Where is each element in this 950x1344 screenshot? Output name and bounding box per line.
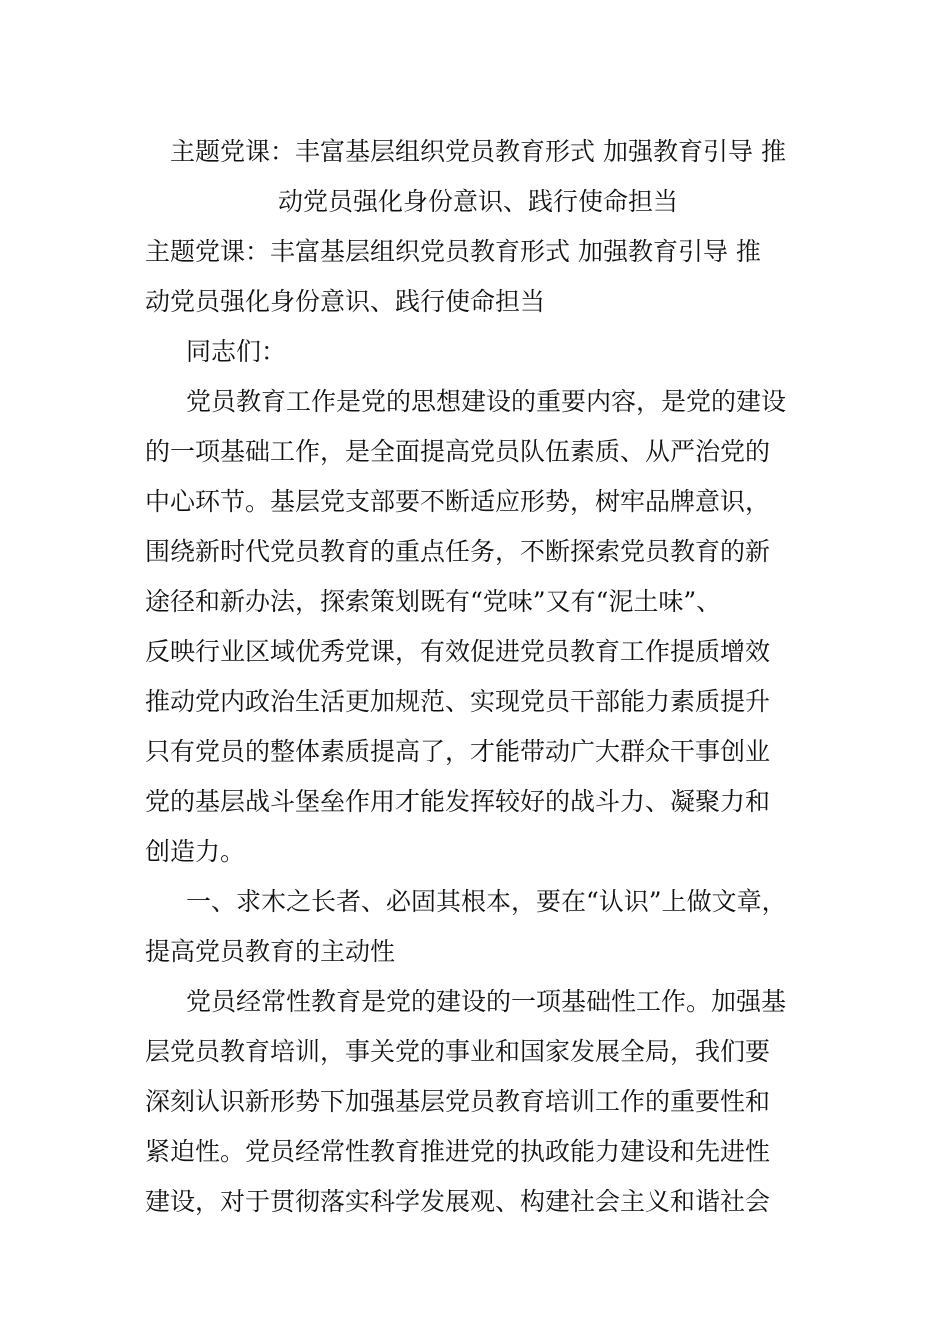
paragraph-1-line-3: 中心环节。基层党支部要不断适应形势，树牢品牌意识， <box>145 487 771 516</box>
paragraph-1-line-2: 的一项基础工作，是全面提高党员队伍素质、从严治党的 <box>145 437 771 466</box>
section-heading-line-2: 提高党员教育的主动性 <box>145 937 396 966</box>
paragraph-2-line-4: 紧迫性。党员经常性教育推进党的执政能力建设和先进性 <box>145 1137 771 1166</box>
paragraph-1-line-5: 途径和新办法，探索策划既有“党味”又有“泥土味”、 <box>145 587 722 616</box>
section-heading-line-1: 一、求木之长者、必固其根本，要在“认识”上做文章， <box>186 887 787 916</box>
paragraph-1-line-9: 党的基层战斗堡垒作用才能发挥较好的战斗力、凝聚力和 <box>145 787 771 816</box>
paragraph-2-line-3: 深刻认识新形势下加强基层党员教育培训工作的重要性和 <box>145 1087 771 1116</box>
paragraph-2-line-2: 层党员教育培训，事关党的事业和国家发展全局，我们要 <box>145 1037 771 1066</box>
repeated-title-line-2: 动党员强化身份意识、践行使命担当 <box>145 287 546 316</box>
paragraph-1-line-6: 反映行业区域优秀党课，有效促进党员教育工作提质增效 <box>145 637 771 666</box>
document-title-line-1: 主题党课：丰富基层组织党员教育形式 加强教育引导 推 <box>170 137 786 166</box>
salutation: 同志们： <box>186 337 287 366</box>
paragraph-1-line-1: 党员教育工作是党的思想建设的重要内容，是党的建设 <box>186 387 787 416</box>
paragraph-1-line-4: 围绕新时代党员教育的重点任务，不断探索党员教育的新 <box>145 537 771 566</box>
paragraph-2-line-5: 建设，对于贯彻落实科学发展观、构建社会主义和谐社会 <box>145 1187 771 1216</box>
paragraph-2-line-1: 党员经常性教育是党的建设的一项基础性工作。加强基 <box>186 987 787 1016</box>
paragraph-1-line-10: 创造力。 <box>145 837 246 866</box>
paragraph-1-line-8: 只有党员的整体素质提高了，才能带动广大群众干事创业 <box>145 737 771 766</box>
paragraph-1-line-7: 推动党内政治生活更加规范、实现党员干部能力素质提升 <box>145 687 771 716</box>
document-title-line-2: 动党员强化身份意识、践行使命担当 <box>277 187 678 216</box>
repeated-title-line-1: 主题党课：丰富基层组织党员教育形式 加强教育引导 推 <box>145 237 761 266</box>
